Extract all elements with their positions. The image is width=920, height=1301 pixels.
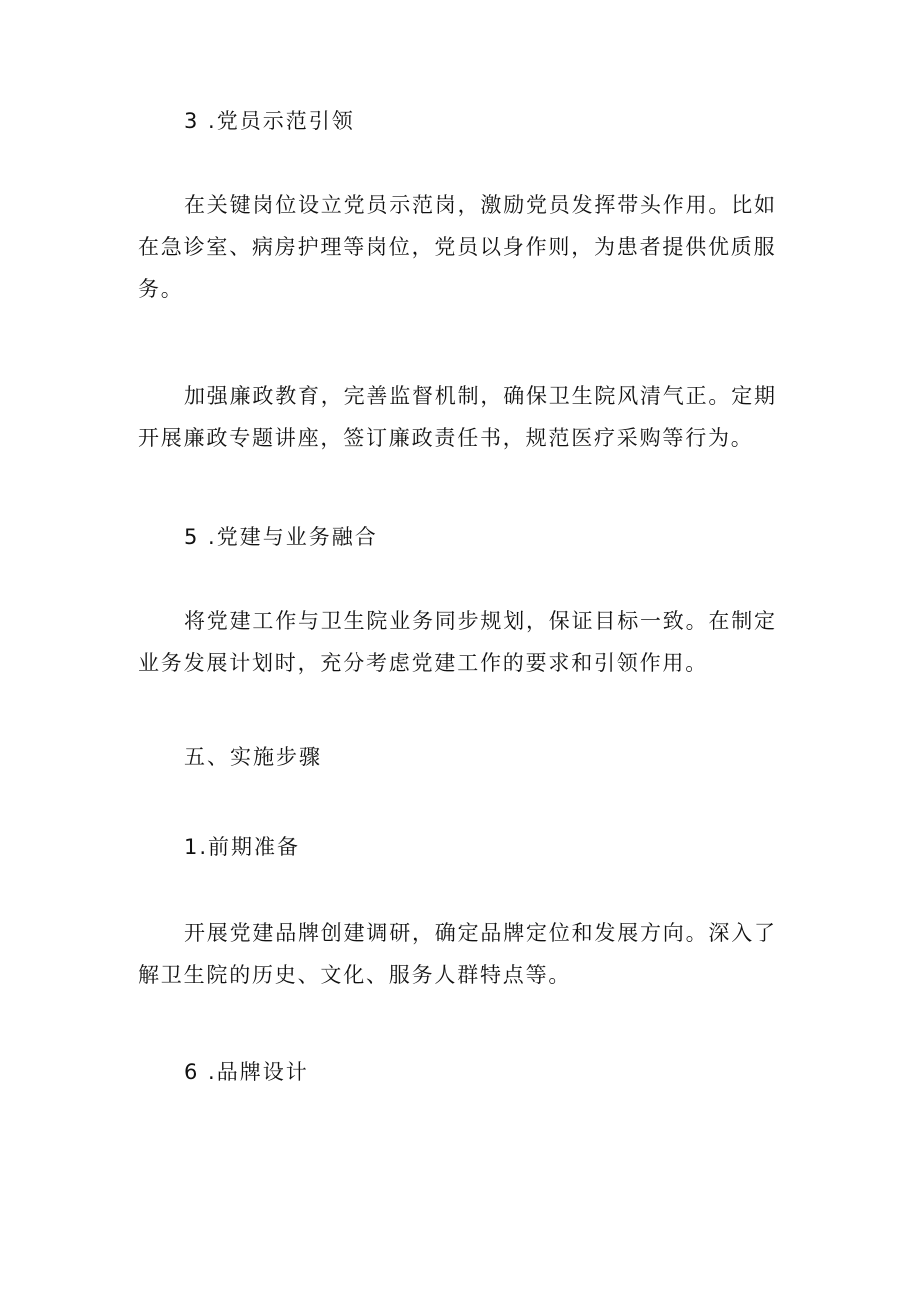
paragraph-brand-research [138, 912, 790, 996]
paragraph-line: 业务发展计划时，充分考虑党建工作的要求和引领作用。 [138, 651, 708, 675]
heading-text: 1.前期准备 [184, 835, 301, 859]
heading-text: 五、实施步骤 [184, 745, 322, 769]
paragraph-line: 解卫生院的历史、文化、服务人群特点等。 [138, 963, 572, 987]
section-heading-preparation [184, 826, 836, 868]
section-heading-party-business-integration [184, 516, 836, 558]
section-heading-implementation-steps [184, 736, 836, 778]
paragraph-integrity-education [138, 375, 790, 459]
heading-text: 5 .党建与业务融合 [184, 525, 378, 549]
paragraph-line: 加强廉政教育，完善监督机制，确保卫生院风清气正。定期 [184, 384, 777, 408]
paragraph-line: 在急诊室、病房护理等岗位，党员以身作则，为患者提供优质服 [138, 235, 777, 259]
heading-text: 6 .品牌设计 [184, 1060, 309, 1084]
paragraph-synchronized-planning [138, 600, 790, 684]
paragraph-line: 开展党建品牌创建调研，确定品牌定位和发展方向。深入了 [184, 921, 777, 945]
section-heading-party-member-model [184, 100, 836, 142]
paragraph-line: 在关键岗位设立党员示范岗，激励党员发挥带头作用。比如 [184, 193, 777, 217]
section-heading-brand-design [184, 1051, 836, 1093]
paragraph-line: 开展廉政专题讲座，签订廉政责任书，规范医疗采购等行为。 [138, 426, 754, 450]
paragraph-model-posts [138, 184, 790, 310]
paragraph-line: 务。 [138, 277, 184, 301]
heading-text: 3 .党员示范引领 [184, 109, 355, 133]
paragraph-line: 将党建工作与卫生院业务同步规划，保证目标一致。在制定 [184, 609, 777, 633]
